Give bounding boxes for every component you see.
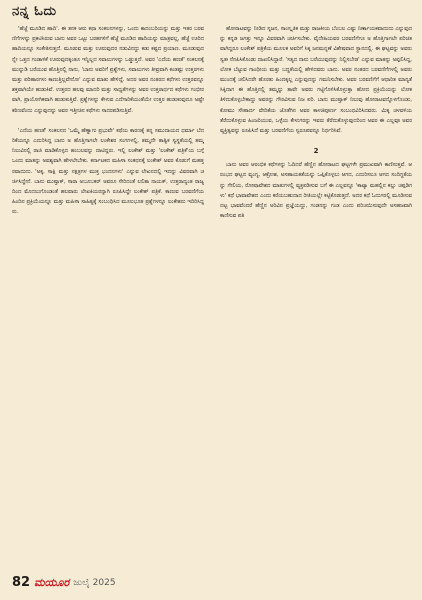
paragraph: ಬಾನು ಅವರ ಆರಂಭಿಕ ಕಥೆಗಳನ್ನು ಓದಿದರೆ ಹೆಣ್ಣಿನ ಹೋರಾಟದ ಘಟ್ಟಗಳೇ ಪ್ರಮುಖವಾಗಿ ಕಾಣಿಸುತ್ತವೆ. ಆರಂಭದ ಘಟ್ಟದ ವ್ಯಂಗ್ಯ, ಆಕ್ರೋಶ, ಅಸಹಾಯಕತೆಯನ್ನು ಒಪ್ಪಿಕೊಳ್ಳಲು ಆಗದ, ಎದುರಿಸಲೂ ಆಗದ ಸಂದಿಗ್ಧತೆಯನ್ನು ಗೇಲಿಯ, ರೋಷಾವೇಶದ ಮಾತುಗಳಲ್ಲಿ ವ್ಯಕ್ತಪಡಿಸುವ ಬಗೆ ಈ ಎಲ್ಲವನ್ನೂ 'ಕಾಟ್ಯಾ ಮಹಲ್ಲಿನ ಕಲ್ಲು ಚಪ್ಪಡಿಗಳು' ಕಥೆ ಭಾವಾವೇಶದ ಎಂದು ಕರೆಯಬಹುದಾದ ರೀತಿಯಲ್ಲೇ ಕಟ್ಟಿಕೊಡುತ್ತದೆ. ಅದರ ಕಥೆ ಓದುಗರಲ್ಲಿ ಮೂಡಿಸುವ ದಟ್ಟ ಭಾವವೆಂದರೆ ಹೆಣ್ಣಿನ ಅರಿವಿನ ಪ್ರಜ್ಞೆಯದ್ದು, ಗಂಡನನ್ನು ಗಂಡ ಎಂದು ಪರಿಚಯಿಸುವುದೇ ಅಸಹಜವಾಗಿ ಕಾಣಿಸುವ ಪತಿ: [220, 162, 412, 220]
section-number: 2: [313, 147, 319, 156]
right-column: [220, 24, 412, 536]
paragraph: ಹೋರಾಟವನ್ನು ನೀಡಿದ ಸೃಜನ, ಸಾಂಸ್ಕೃತಿಕ ಮತ್ತು ರಾಜಕೀಯ ಬೆಂಬಲ ಎಷ್ಟು ನಿರ್ಣಾಯಕವಾದುದು ಎನ್ನುವುದನ್ನು ಕನ್ನಡ ಜಗತ್ತು ಇನ್ನೂ ವಿವರವಾಗಿ ಚರ್ಚಿಸಬೇಕು. ವೈದೇಹಿಯವರ ಬರವಣಿಗೆಗೂ ಅ ಹೊತ್ತಿಗಾಗಲೇ ಪರಿಚಿತವಾಗಿದ್ದರೂ ಲಂಕೇಶ್ ಪತ್ರಿಕೆಯ ಮೂಲಕ ಅವರಿಗೆ ಸಿಕ್ಕ ಜನಮನ್ನಣೆ ವಿಶೇಷವಾದ ಸ್ಥಾನದಲ್ಲಿ. ಈ ಘಟ್ಟವನ್ನು ಅವರು ಸ್ವತಃ ನೆನಪಿಸಿಕೊಂಡು ದಾಖಲಿಸಿದ್ದಾರೆ. 'ಸತ್ಯದ ನಾನು ಬರೆಯುವುದನ್ನು ನಿಲ್ಲಿಸಬೇಡ' ಎನ್ನುವ ಮಾತನ್ನು ಅಪ್ಪಲಿಸಿದ್ದ, ಲೋಕ ಬೆಟ್ಟುವ ಗಾಂಧೀಯ ಮತ್ತು ಬದ್ಧತೆಯಲ್ಲಿ ಹೇಳಿದವರು ಬಾನು. ಅವರ ನಂತರದ ಬರವಣಿಗೆಗಳಲ್ಲಿ ಅವರು ಮುಂದಕ್ಕೆ ಚಲಿಸಿದರೇ ಹೊರತು ಹಿಂದಕ್ಕಲ್ಲ ಎನ್ನುವುದನ್ನು ಗಮನಿಸಬೇಕು. ಅವರ ಬರವಣಿಗೆಗೆ ಆಧಾರಿತ ಮಾನ್ಯತೆ ಸಿಕ್ಕಿದಾಗ ಈ ಹೊತ್ತಿನಲ್ಲಿ ತಮ್ಮನ್ನು ತಾವೇ ಅವರು ಗಟ್ಟಿಗೊಳಿಸಿಕೊಳ್ಳುತ್ತಾ ಹೋದ ಪ್ರಕ್ರಿಯೆಯನ್ನು ಲೋಕ ತಿಳಿದುಕೊಳ್ಳಬೇಕಾದ್ದು ಅವರನ್ನು ಗೌರವಿಸುವ ನಿಜ ಪರಿ. ಬಾನು ಮುಷ್ತಾಕ್ ನಿಲುವು ಹೋರಾಟವನ್ನೊಳಗೊಂಡು, ಕೋಮು ಸೌಹಾರ್ದ ವೇದಿಕೆಯ ಜೊತೆಗಿನ ಅವರ ಕಾಳಜಿಪೂರ್ಣ ಸಂಬಂಧವಿರಿಸಿದವರು. ಮಿಕ್ಕ ಚಳವಳಿಯ ತೆರೆದುಕೊಳ್ಳುವ ಹಿಂಜರಿಯುವ, ಒಳ್ಳೆಯ ಕೇಳುಗರನ್ನು ಇವರು ತೆರೆದುಕೊಳ್ಳುವುದರಿಂದ ಅವರ ಈ ಎಲ್ಲವೂ ಅವರ ವ್ಯಕ್ತಿತ್ವವನ್ನು ರೂಪಿಸಿದೆ ಮತ್ತು ಬರವಣಿಗೆಯ ಸ್ವರೂಪವನ್ನೂ ನಿರ್ಧರಿಸಿವೆ.: [220, 26, 412, 135]
paragraph: 'ಹೆಜ್ಜೆ ಮೂಡಿದ ಹಾದಿ'. ಈ ತನಕ ಆರು ಕಥಾ ಸಂಕಲನಗಳನ್ನು, ಒಂದು ಕಾದಂಬರಿಯನ್ನು ಮತ್ತು ಇತರ ಬರವಣಿಗೆಗಳನ್ನು ಪ್ರಕಟಿಸಿರುವ ಬಾನು ಅವರ ಒಟ್ಟು ಬರಹಗಳಿಗೆ ಹೆಜ್ಜೆ ಮೂಡಿದ ಹಾದಿಯನ್ನು ಮಾತ್ರವಲ್ಲ, ಹೆಜ್ಜೆ ಊರಿದ ಹಾದಿಯನ್ನೂ ಸಂಕೇತಿಸುತ್ತದೆ. ಮೂಡುವ ಮತ್ತು ಊರುವುದರ ನಡುವಿನದ್ದು ಕಡು ಕಷ್ಟದ ಪ್ರಯಾಣ. ಮೂಡುವುದನ್ನೇ ಒತ್ತದ ಗಂಡಾಳಿಕೆ ಊರುವುದಕ್ಕಂತೂ ಇನ್ನಿಲ್ಲದ ಸವಾಲುಗಳನ್ನು ಒಡ್ಡುತ್ತದೆ. ಅವರ 'ಎದೆಯ ಹಣತೆ' ಸಂಕಲನಕ್ಕೆ ಮುನ್ನುಡಿ ಬರೆಯುವ ಹೊತ್ತಿನಲ್ಲಿ ನಾನು, 'ಬಾನು ಅವರಿಗೆ ಪ್ರಶ್ನೆಗಳು, ಸವಾಲುಗಳು ತೀವ್ರವಾಗಿ ಕಂಡಷ್ಟು ಉತ್ತರಗಳು ಮತ್ತು ಪರಿಹಾರಗಳು ಕಾಣುತ್ತಿಲ್ಲವೇನೋ' ಎನ್ನುವ ಮಾತು ಹೇಳಿದ್ದೆ. ಅದರ ಅವರ ನಂತರದ ಕಥೆಗಳು ಉತ್ತರವನ್ನೂ ಶಕ್ತವಾಗಿಯೇ ಹುಡುಕಿವೆ. ಉತ್ತರದ ಹಲವು ಮಾದರಿ ಮತ್ತು ಸಾಧ್ಯತೆಗಳನ್ನು ಅವರ ಉತ್ತರಾರ್ಧದ ಕಥೆಗಳು ಗಂಭೀರವಾಗಿ, ಪ್ರಾಯೋಗಿಕವಾಗಿ ಹುಡುಕುತ್ತಿವೆ. ಪ್ರಶ್ನೆಗಳನ್ನು ಕೇಳುವ ಎದೆಗಾರಿಕೆಯಂತೆಯೇ ಉತ್ತರ ಹುಡುಕುವುದೂ ಅಷ್ಟೇ ಕಠಿಣವೆಂದು ಎನ್ನುವುದನ್ನು ಅವರ ಇತ್ತೀಚಿನ ಕಥೆಗಳು ಸಾದರಪಡಿಸುತ್ತಿವೆ.: [12, 26, 204, 114]
paragraph: 'ಎದೆಯ ಹಣತೆ' ಸಂಕಲನದ 'ಒಮ್ಮೆ ಹೆಣ್ಣಾಗು ಪ್ರಭುವೇ' ಕಥೆಯ ಕಾರಣಕ್ಕೆ ತನ್ನ ಸಮುದಾಯದ ಧರ್ಮಾ ಬೆದರಿಕೆಯನ್ನೂ ಎದುರಿಸಿದ್ದ ಬಾನು ಅ ಹೊತ್ತಿಗಾಗಲೇ ಲಂಕೇಶರ ಸಂಗಗಳಲ್ಲಿ, ತಮ್ಮದೇ ತಾತ್ವಿಕ ಸ್ವಸ್ಥತೆಯಲ್ಲಿ ತಮ್ಮ ನಿಲುವಿನಲ್ಲಿ ರಾಜಿ ಮಾಡಿಕೊಳ್ಳದ ಹಂಬಲವನ್ನು ದಾಟಿದ್ದರು. ಇಲ್ಲಿ ಲಂಕೇಶ್ ಮತ್ತು 'ಲಂಕೇಶ್ ಪತ್ರಿಕೆ'ಯ ಬಗ್ಗೆ ಒಂದು ಮಾತನ್ನು ಅವಶ್ಯವಾಗಿ ಹೇಳಲೇಬೇಕು. ಕರ್ನಾಟಕದ ಮಹಿಳಾ ಸಂಕಥನಕ್ಕೆ ಲಂಕೇಶ್ ಅವರ ಕೊಡುಗೆ ಮಹತ್ತರವಾದುದು. 'ಅಕ್ಕ, ಸಾಕ್ಷಿ ಮತ್ತು ನಕ್ಷತ್ರಗಳ ಮುಕ್ತ ಭಂದನಗಳು' ಎನ್ನುವ ಲೇಖನದಲ್ಲಿ ಇದನ್ನು ವಿವರವಾಗಿ ಚರ್ಚಿಸಿದ್ದೇನೆ. ಬಾನು ಮುಷ್ತಾಕ್, ಸಾರಾ ಅಬೂಬಕರ್ ಅವರೂ ಸೇರಿದಂತೆ ಲಲಿತಾ ನಾಯಕ್, ಉತ್ತರಾದ್ಯಂತ ರಾಜ್ಯದಿಂದ ಮೊದಲುಗೊಂಡಂತೆ ಹಲವಾರು ಲೇಖಕಿಯರನ್ನಾಗಿ ರೂಪಿಸಿದ್ದೇ ಲಂಕೇಶ್ ಪತ್ರಿಕೆ. ಕಾಣುವ ಬರವಣಿಗೆಯ ಹಿಂದಿನ ಪ್ರಕ್ರಿಯೆಯನ್ನೂ ಮತ್ತು ಮಹಿಳಾ ಸಾಹಿತ್ಯಕ್ಕೆ ಸಂಬಂಧಿಸಿದ ಮೂಲಭೂತ ಪ್ರಶ್ನೆಗಳನ್ನೂ ಲಂಕೇಶರು ಇದಿರಿಸಿದ್ದರು.: [12, 127, 204, 216]
left-column: [12, 24, 204, 536]
page-number: 82: [12, 575, 31, 590]
issue-date: ಜುಲೈ 2025: [73, 577, 116, 588]
magazine-logo: ಮಯೂರ: [34, 575, 70, 589]
page-footer: [12, 575, 116, 590]
article-body: [12, 24, 412, 536]
section-title: ನನ್ನ ಓದು: [12, 4, 57, 19]
